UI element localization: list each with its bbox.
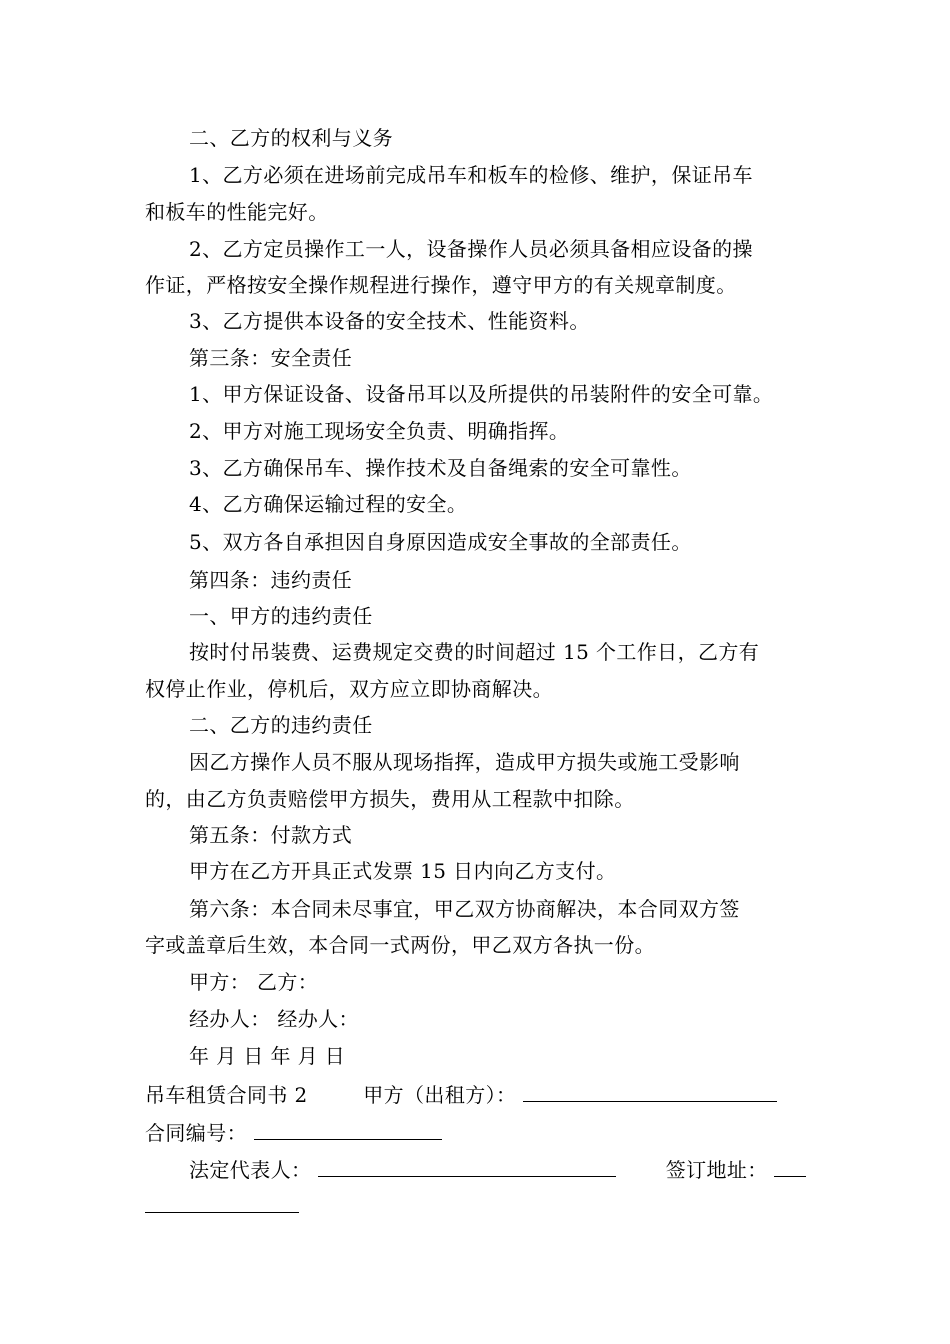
- article-heading: 第五条：付款方式: [189, 823, 353, 847]
- contract-number-blank[interactable]: [254, 1117, 442, 1140]
- sign-address-label: 签订地址：: [665, 1158, 768, 1182]
- sign-address-continuation-row: [145, 1190, 825, 1219]
- contract-title-row: [145, 1079, 825, 1108]
- paragraph-line: 作证，严格按安全操作规程进行操作，遵守甲方的有关规章制度。: [145, 273, 737, 297]
- date-line: 年 月 日 年 月 日: [189, 1044, 346, 1068]
- section-heading: 二、乙方的权利与义务: [189, 126, 393, 150]
- paragraph-line: 1、乙方必须在进场前完成吊车和板车的检修、维护，保证吊车: [189, 163, 753, 187]
- article-heading: 第四条：违约责任: [189, 568, 353, 592]
- sign-address-blank-continued[interactable]: [145, 1190, 299, 1213]
- paragraph-line: 字或盖章后生效，本合同一式两份，甲乙双方各执一份。: [145, 933, 655, 957]
- section-heading: 二、乙方的违约责任: [189, 713, 373, 737]
- legal-rep-blank[interactable]: [318, 1154, 616, 1177]
- party-a-label: 甲方（出租方）：: [363, 1083, 517, 1107]
- contract-number-row: [145, 1117, 825, 1146]
- paragraph-line: 甲方在乙方开具正式发票 15 日内向乙方支付。: [189, 859, 617, 883]
- paragraph-line: 2、甲方对施工现场安全负责、明确指挥。: [189, 419, 570, 443]
- paragraph-line: 的，由乙方负责赔偿甲方损失，费用从工程款中扣除。: [145, 787, 635, 811]
- paragraph-line: 第六条：本合同未尽事宜，甲乙双方协商解决，本合同双方签: [189, 897, 740, 921]
- sign-address-blank[interactable]: [774, 1154, 806, 1177]
- contract-number-label: 合同编号：: [145, 1121, 247, 1145]
- section-heading: 一、甲方的违约责任: [189, 604, 373, 628]
- paragraph-line: 3、乙方提供本设备的安全技术、性能资料。: [189, 309, 590, 333]
- paragraph-line: 权停止作业，停机后，双方应立即协商解决。: [145, 677, 553, 701]
- paragraph-line: 4、乙方确保运输过程的安全。: [189, 492, 468, 516]
- legal-rep-label: 法定代表人：: [189, 1158, 312, 1182]
- paragraph-line: 5、双方各自承担因自身原因造成安全事故的全部责任。: [189, 530, 692, 554]
- contract-title: 吊车租赁合同书 2: [145, 1083, 308, 1107]
- article-heading: 第三条：安全责任: [189, 346, 353, 370]
- paragraph-line: 3、乙方确保吊车、操作技术及自备绳索的安全可靠性。: [189, 456, 692, 480]
- paragraph-line: 2、乙方定员操作工一人，设备操作人员必须具备相应设备的操: [189, 237, 753, 261]
- paragraph-line: 按时付吊装费、运费规定交费的时间超过 15 个工作日，乙方有: [189, 640, 760, 664]
- legal-rep-row: [189, 1154, 869, 1183]
- signature-line: 甲方： 乙方：: [189, 970, 319, 994]
- paragraph-line: 和板车的性能完好。: [145, 200, 329, 224]
- paragraph-line: 1、甲方保证设备、设备吊耳以及所提供的吊装附件的安全可靠。: [189, 382, 774, 406]
- paragraph-line: 因乙方操作人员不服从现场指挥，造成甲方损失或施工受影响: [189, 750, 740, 774]
- party-a-blank[interactable]: [523, 1079, 777, 1102]
- signature-line: 经办人： 经办人：: [189, 1007, 359, 1031]
